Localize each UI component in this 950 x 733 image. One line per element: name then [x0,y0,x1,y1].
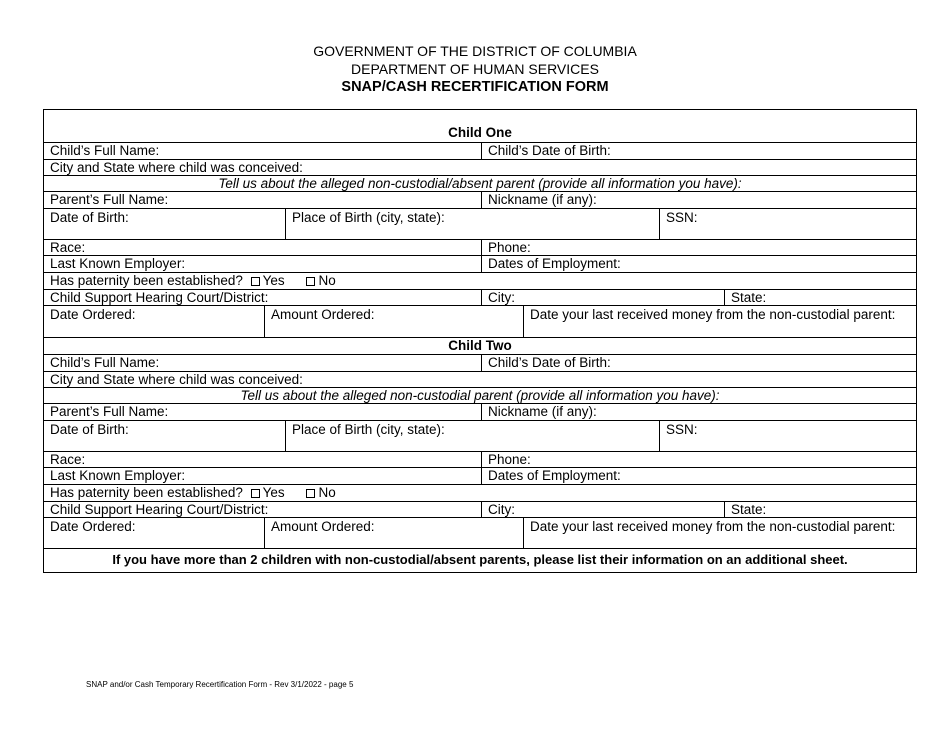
child-two-city-field[interactable]: City: [481,502,724,517]
paternity-no-checkbox[interactable] [306,277,315,286]
child-one-amount-ordered-field[interactable]: Amount Ordered: [264,306,523,337]
child-one-dob-field[interactable]: Child’s Date of Birth: [481,143,916,159]
recertification-form [43,109,917,573]
child-two-heading: Child Two [448,338,512,353]
child-two-birth-row [44,420,916,451]
child-one-conceived-field[interactable]: City and State where child was conceived: [50,160,303,175]
child-one-parent-name-row [44,191,916,208]
child-two-parent-dob-field[interactable]: Date of Birth: [50,422,129,437]
child-two-race-row [44,451,916,467]
form-title: SNAP/CASH RECERTIFICATION FORM [341,79,609,95]
child-two-employer-row [44,467,916,484]
child-two-nickname-field[interactable]: Nickname (if any): [481,404,916,420]
child-two-race-field[interactable]: Race: [50,452,86,467]
child-one-order-row [44,305,916,337]
child-one-race-row [44,239,916,255]
paternity-yes-label: Yes [262,485,285,500]
additional-children-note-row [44,548,916,572]
child-one-name-row [44,142,916,159]
child-one-paternity-question [44,273,916,289]
child-two-court-field[interactable]: Child Support Hearing Court/District: [50,502,269,517]
child-one-last-received-field[interactable]: Date your last received money from the non-custodial parent: [523,306,916,337]
child-two-instruction: Tell us about the alleged non-custodial parent (provide all information you have): [240,388,720,403]
child-one-place-of-birth-field[interactable]: Place of Birth (city, state): [285,209,659,239]
paternity-no-label: No [318,485,336,500]
child-one-date-ordered-field[interactable]: Date Ordered: [50,307,136,322]
child-one-heading: Child One [448,125,512,140]
child-one-state-field[interactable]: State: [724,290,916,305]
child-one-parent-dob-field[interactable]: Date of Birth: [50,210,129,225]
child-one-court-row [44,289,916,305]
child-two-employment-dates-field[interactable]: Dates of Employment: [481,468,916,484]
paternity-label: Has paternity been established? [50,273,243,288]
department-name: DEPARTMENT OF HUMAN SERVICES [351,61,599,77]
child-two-conceived-row [44,371,916,387]
agency-name: GOVERNMENT OF THE DISTRICT OF COLUMBIA [313,43,637,59]
child-one-heading-row [44,110,916,142]
child-two-date-ordered-field[interactable]: Date Ordered: [50,519,136,534]
child-one-employer-row [44,255,916,272]
child-two-conceived-field[interactable]: City and State where child was conceived: [50,372,303,387]
paternity-no-checkbox[interactable] [306,489,315,498]
child-one-city-field[interactable]: City: [481,290,724,305]
child-one-employer-field[interactable]: Last Known Employer: [50,256,186,271]
child-two-ssn-field[interactable]: SSN: [659,421,916,451]
child-one-court-field[interactable]: Child Support Hearing Court/District: [50,290,269,305]
child-two-instruction-row [44,387,916,403]
child-two-full-name-field[interactable]: Child’s Full Name: [50,355,160,370]
child-two-employer-field[interactable]: Last Known Employer: [50,468,186,483]
paternity-yes-label: Yes [262,273,285,288]
child-two-last-received-field[interactable]: Date your last received money from the non-custodial parent: [523,518,916,548]
child-one-instruction-row [44,175,916,191]
child-one-phone-field[interactable]: Phone: [481,240,916,255]
child-two-name-row [44,354,916,371]
child-two-parent-name-field[interactable]: Parent’s Full Name: [50,404,169,419]
child-two-parent-name-row [44,403,916,420]
additional-children-note: If you have more than 2 children with non-custodial/absent parents, please list their information on an additional sheet. [112,552,848,567]
child-one-paternity-row [44,272,916,289]
child-two-state-field[interactable]: State: [724,502,916,517]
child-one-race-field[interactable]: Race: [50,240,86,255]
child-two-court-row [44,501,916,517]
paternity-yes-checkbox[interactable] [251,489,260,498]
child-one-birth-row [44,208,916,239]
child-one-employment-dates-field[interactable]: Dates of Employment: [481,256,916,272]
child-one-instruction: Tell us about the alleged non-custodial/absent parent (provide all information you have): [218,176,742,191]
paternity-label: Has paternity been established? [50,485,243,500]
child-two-heading-row [44,337,916,354]
child-two-dob-field[interactable]: Child’s Date of Birth: [481,355,916,371]
child-two-order-row [44,517,916,548]
child-one-full-name-field[interactable]: Child’s Full Name: [50,143,160,158]
child-one-nickname-field[interactable]: Nickname (if any): [481,192,916,208]
child-two-paternity-row [44,484,916,501]
child-one-conceived-row [44,159,916,175]
paternity-yes-checkbox[interactable] [251,277,260,286]
child-two-paternity-question [44,485,916,501]
paternity-no-label: No [318,273,336,288]
child-one-ssn-field[interactable]: SSN: [659,209,916,239]
child-two-place-of-birth-field[interactable]: Place of Birth (city, state): [285,421,659,451]
page-footer: SNAP and/or Cash Temporary Recertification Form - Rev 3/1/2022 - page 5 [86,680,354,689]
child-two-phone-field[interactable]: Phone: [481,452,916,467]
child-one-parent-name-field[interactable]: Parent’s Full Name: [50,192,169,207]
child-two-amount-ordered-field[interactable]: Amount Ordered: [264,518,523,548]
